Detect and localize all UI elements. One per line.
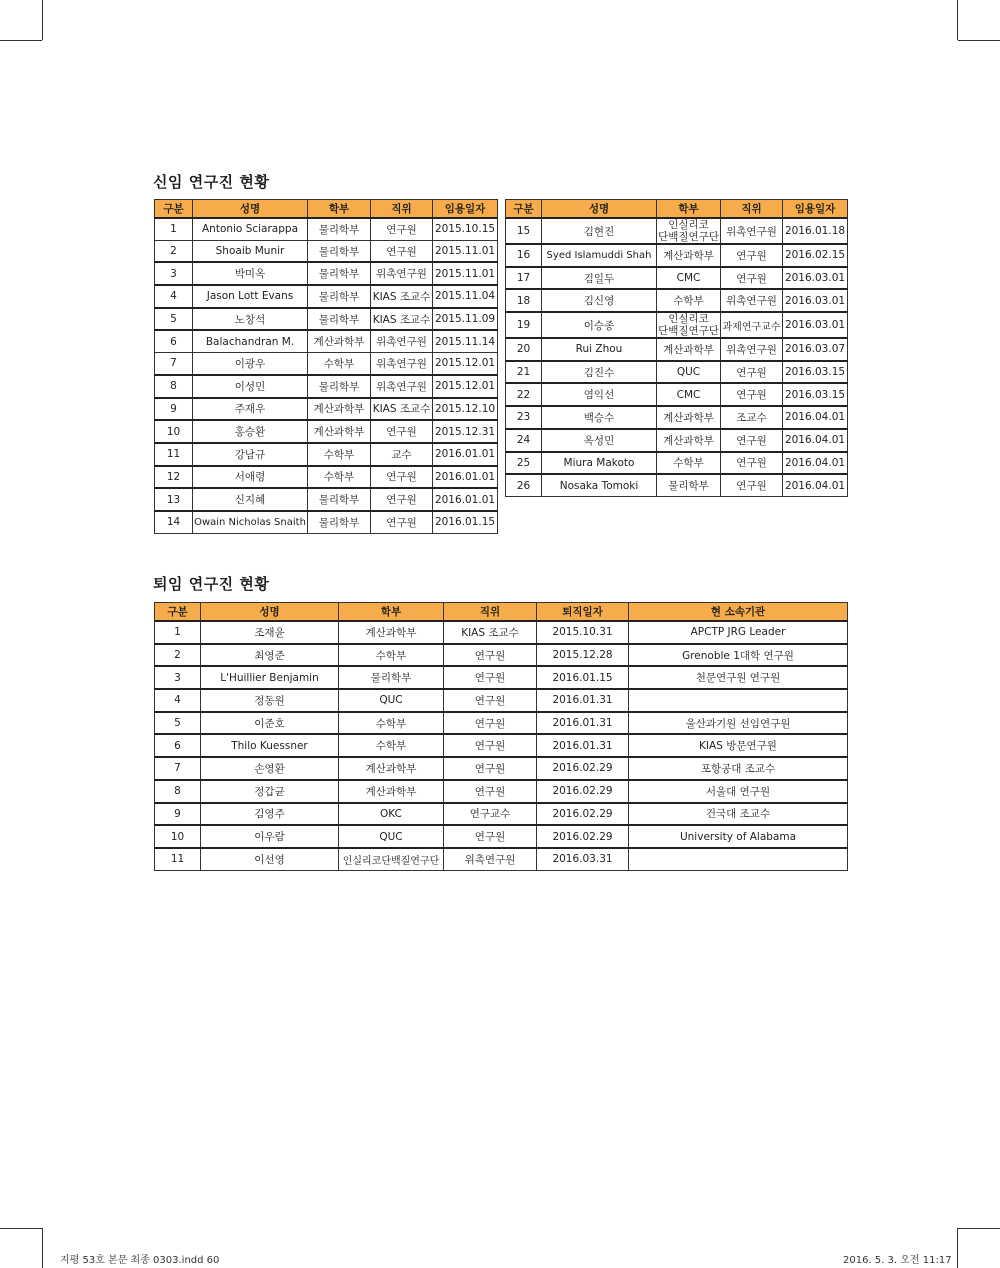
cell-position: 연구원 — [371, 511, 433, 533]
cell-name: 주재우 — [193, 398, 308, 421]
header-position: 직위 — [444, 603, 537, 622]
cell-position: 위촉연구원 — [371, 330, 433, 352]
cell-dept: QUC — [339, 689, 444, 712]
cell-no: 13 — [155, 488, 193, 511]
cell-name: 강남규 — [193, 443, 308, 466]
cell-name: Shoaib Munir — [193, 240, 308, 262]
cell-no: 3 — [155, 262, 193, 285]
retired-researchers-table — [154, 602, 848, 871]
cell-dept-line2: 단백질연구단 — [658, 325, 719, 338]
table-row — [155, 262, 498, 285]
cell-name: 김영주 — [201, 803, 339, 826]
cell-dept: 계산과학부 — [657, 244, 721, 267]
cell-dept: 수학부 — [308, 443, 371, 466]
cell-name: 김일두 — [542, 267, 657, 290]
cell-date: 2015.10.31 — [537, 621, 629, 644]
cell-dept: 계산과학부 — [339, 780, 444, 803]
cell-date: 2016.01.31 — [537, 734, 629, 757]
cell-date: 2016.03.01 — [783, 267, 848, 290]
table-row — [506, 338, 848, 361]
cell-position: 위촉연구원 — [721, 218, 783, 244]
cell-date: 2015.12.01 — [433, 353, 498, 375]
table-row — [155, 780, 848, 803]
cell-dept: 물리학부 — [308, 511, 371, 533]
cell-position: KIAS 조교수 — [444, 621, 537, 644]
cell-no: 2 — [155, 644, 201, 667]
cell-name: 정동원 — [201, 689, 339, 712]
cell-dept: 계산과학부 — [657, 406, 721, 429]
cell-position: 연구원 — [721, 452, 783, 475]
cell-affiliation: KIAS 방문연구원 — [629, 734, 848, 757]
cell-date: 2016.04.01 — [783, 452, 848, 475]
cell-dept: 계산과학부 — [339, 621, 444, 644]
table-row — [155, 803, 848, 826]
cell-no: 11 — [155, 443, 193, 466]
header-date: 임용일자 — [783, 200, 848, 219]
cell-position: KIAS 조교수 — [371, 308, 433, 331]
cell-name: 최영준 — [201, 644, 339, 667]
cell-name: Antonio Sciarappa — [193, 218, 308, 240]
crop-mark — [958, 1228, 1000, 1229]
cell-name: 백승수 — [542, 406, 657, 429]
table-row — [155, 398, 498, 421]
table-row — [155, 848, 848, 870]
cell-no: 11 — [155, 848, 201, 870]
table-row — [506, 267, 848, 290]
cell-no: 21 — [506, 361, 542, 384]
cell-position: 연구원 — [371, 420, 433, 443]
cell-no: 7 — [155, 353, 193, 375]
cell-position: 연구원 — [444, 825, 537, 848]
cell-no: 1 — [155, 621, 201, 644]
cell-affiliation: Grenoble 1대학 연구원 — [629, 644, 848, 667]
new-researchers-title: 신임 연구진 현황 — [153, 173, 270, 191]
cell-no: 18 — [506, 289, 542, 312]
header-date: 임용일자 — [433, 200, 498, 219]
cell-position: KIAS 조교수 — [371, 398, 433, 421]
cell-name: Jason Lott Evans — [193, 285, 308, 308]
cell-dept: 물리학부 — [339, 666, 444, 689]
cell-no: 3 — [155, 666, 201, 689]
cell-date: 2016.01.15 — [537, 666, 629, 689]
cell-no: 14 — [155, 511, 193, 533]
cell-no: 9 — [155, 803, 201, 826]
cell-date: 2015.12.10 — [433, 398, 498, 421]
cell-position: 연구원 — [721, 267, 783, 290]
header-retire-date: 퇴직일자 — [537, 603, 629, 622]
cell-date: 2016.03.01 — [783, 312, 848, 338]
table-row — [155, 666, 848, 689]
cell-name: 염익선 — [542, 383, 657, 406]
cell-date: 2016.02.29 — [537, 803, 629, 826]
cell-date: 2016.04.01 — [783, 474, 848, 496]
cell-no: 16 — [506, 244, 542, 267]
cell-name: 옥성민 — [542, 429, 657, 452]
crop-mark — [42, 1228, 43, 1268]
cell-name: 노창석 — [193, 308, 308, 331]
cell-date: 2015.12.28 — [537, 644, 629, 667]
new-researchers-table-left — [154, 199, 498, 534]
table-row — [506, 452, 848, 475]
cell-position: 연구원 — [721, 361, 783, 384]
cell-no: 8 — [155, 780, 201, 803]
cell-no: 5 — [155, 712, 201, 735]
cell-dept: OKC — [339, 803, 444, 826]
cell-date: 2015.12.01 — [433, 375, 498, 398]
cell-position: 연구원 — [371, 218, 433, 240]
cell-no: 20 — [506, 338, 542, 361]
cell-date: 2016.03.07 — [783, 338, 848, 361]
cell-dept: 물리학부 — [308, 218, 371, 240]
cell-no: 15 — [506, 218, 542, 244]
cell-position: 연구원 — [444, 666, 537, 689]
cell-position: 연구원 — [721, 474, 783, 496]
table-row — [506, 361, 848, 384]
retired-researchers-title: 퇴임 연구진 현황 — [153, 575, 270, 593]
cell-no: 10 — [155, 420, 193, 443]
cell-dept: 물리학부 — [308, 308, 371, 331]
header-current-affiliation: 현 소속기관 — [629, 603, 848, 622]
cell-no: 1 — [155, 218, 193, 240]
cell-name: 이준호 — [201, 712, 339, 735]
cell-position: 연구원 — [444, 689, 537, 712]
cell-date: 2016.03.15 — [783, 383, 848, 406]
cell-no: 5 — [155, 308, 193, 331]
cell-name: Syed Islamuddi Shah — [542, 244, 657, 267]
cell-dept-line1: 인실리코 — [668, 313, 709, 326]
table-row — [155, 466, 498, 489]
table-row — [155, 621, 848, 644]
cell-name: 김신영 — [542, 289, 657, 312]
cell-dept: 계산과학부 — [657, 429, 721, 452]
cell-date: 2015.11.01 — [433, 240, 498, 262]
cell-affiliation — [629, 689, 848, 712]
cell-position: 교수 — [371, 443, 433, 466]
header-no: 구분 — [506, 200, 542, 219]
cell-date: 2016.03.31 — [537, 848, 629, 870]
table-row — [155, 488, 498, 511]
new-researchers-table-right — [505, 199, 848, 497]
cell-no: 4 — [155, 689, 201, 712]
footer-timestamp: 2016. 5. 3. 오전 11:17 — [843, 1255, 952, 1266]
table-row — [155, 443, 498, 466]
header-no: 구분 — [155, 603, 201, 622]
cell-date: 2016.04.01 — [783, 429, 848, 452]
cell-date: 2016.02.29 — [537, 757, 629, 780]
cell-position: 연구원 — [444, 644, 537, 667]
cell-name: 이승종 — [542, 312, 657, 338]
cell-dept: 계산과학부 — [339, 757, 444, 780]
cell-dept: QUC — [339, 825, 444, 848]
cell-name: 이성민 — [193, 375, 308, 398]
cell-name: 홍승환 — [193, 420, 308, 443]
header-name: 성명 — [201, 603, 339, 622]
table-row — [506, 474, 848, 496]
cell-position: 연구원 — [444, 780, 537, 803]
cell-no: 17 — [506, 267, 542, 290]
cell-date: 2015.11.04 — [433, 285, 498, 308]
cell-position: 과제연구교수 — [721, 312, 783, 338]
cell-date: 2016.04.01 — [783, 406, 848, 429]
cell-date: 2015.11.01 — [433, 262, 498, 285]
cell-name: 이우람 — [201, 825, 339, 848]
cell-date: 2016.01.31 — [537, 689, 629, 712]
crop-mark — [957, 0, 958, 40]
table-row — [155, 420, 498, 443]
cell-dept: 계산과학부 — [308, 330, 371, 352]
table-row — [155, 330, 498, 352]
cell-name: Balachandran M. — [193, 330, 308, 352]
cell-dept: 물리학부 — [308, 240, 371, 262]
cell-position: 연구원 — [721, 429, 783, 452]
table-row — [155, 218, 498, 240]
cell-name: 김현진 — [542, 218, 657, 244]
cell-name: L'Huillier Benjamin — [201, 666, 339, 689]
cell-no: 23 — [506, 406, 542, 429]
cell-name: 김진수 — [542, 361, 657, 384]
cell-dept: 수학부 — [308, 466, 371, 489]
cell-position: KIAS 조교수 — [371, 285, 433, 308]
cell-no: 7 — [155, 757, 201, 780]
crop-mark — [0, 40, 42, 41]
table-row — [155, 511, 498, 533]
table-row — [155, 689, 848, 712]
table-row — [155, 375, 498, 398]
cell-name: 박미옥 — [193, 262, 308, 285]
header-name: 성명 — [193, 200, 308, 219]
cell-date: 2016.02.29 — [537, 825, 629, 848]
cell-position: 위촉연구원 — [721, 289, 783, 312]
cell-date: 2015.12.31 — [433, 420, 498, 443]
table-row — [506, 406, 848, 429]
cell-affiliation: APCTP JRG Leader — [629, 621, 848, 644]
cell-no: 10 — [155, 825, 201, 848]
cell-name: Miura Makoto — [542, 452, 657, 475]
table-row — [506, 383, 848, 406]
cell-no: 25 — [506, 452, 542, 475]
cell-dept: 수학부 — [308, 353, 371, 375]
cell-no: 4 — [155, 285, 193, 308]
cell-dept: 물리학부 — [657, 474, 721, 496]
table-header-row — [155, 603, 848, 622]
cell-no: 24 — [506, 429, 542, 452]
cell-no: 8 — [155, 375, 193, 398]
header-dept: 학부 — [339, 603, 444, 622]
cell-date: 2016.01.01 — [433, 488, 498, 511]
cell-position: 위촉연구원 — [444, 848, 537, 870]
table-row — [155, 757, 848, 780]
cell-name: 이선영 — [201, 848, 339, 870]
cell-dept: 수학부 — [657, 452, 721, 475]
table-row — [155, 285, 498, 308]
cell-name: 신지혜 — [193, 488, 308, 511]
cell-affiliation: 포항공대 조교수 — [629, 757, 848, 780]
cell-name: Owain Nicholas Snaith — [193, 511, 308, 533]
cell-dept: CMC — [657, 267, 721, 290]
header-dept: 학부 — [657, 200, 721, 219]
cell-position: 연구원 — [371, 488, 433, 511]
cell-name: Nosaka Tomoki — [542, 474, 657, 496]
cell-no: 26 — [506, 474, 542, 496]
cell-no: 9 — [155, 398, 193, 421]
cell-dept: 계산과학부 — [308, 420, 371, 443]
cell-position: 위촉연구원 — [371, 353, 433, 375]
cell-dept: 수학부 — [339, 712, 444, 735]
cell-no: 22 — [506, 383, 542, 406]
cell-dept — [657, 218, 721, 244]
table-row — [155, 308, 498, 331]
header-dept: 학부 — [308, 200, 371, 219]
cell-affiliation: 울산과기원 선임연구원 — [629, 712, 848, 735]
cell-date: 2016.03.15 — [783, 361, 848, 384]
cell-position: 연구원 — [444, 712, 537, 735]
cell-position: 연구원 — [371, 466, 433, 489]
cell-date: 2016.01.01 — [433, 466, 498, 489]
cell-position: 연구원 — [444, 757, 537, 780]
cell-name: 조재윤 — [201, 621, 339, 644]
cell-date: 2016.01.31 — [537, 712, 629, 735]
header-name: 성명 — [542, 200, 657, 219]
cell-dept: 수학부 — [339, 644, 444, 667]
header-position: 직위 — [371, 200, 433, 219]
crop-mark — [42, 0, 43, 40]
cell-dept: 물리학부 — [308, 375, 371, 398]
cell-date: 2016.02.15 — [783, 244, 848, 267]
cell-date: 2016.01.15 — [433, 511, 498, 533]
cell-name: 이광우 — [193, 353, 308, 375]
cell-date: 2015.10.15 — [433, 218, 498, 240]
cell-date: 2016.01.18 — [783, 218, 848, 244]
cell-no: 6 — [155, 330, 193, 352]
cell-name: 서애령 — [193, 466, 308, 489]
cell-dept: 물리학부 — [308, 285, 371, 308]
crop-mark — [0, 1228, 42, 1229]
cell-name: 정갑균 — [201, 780, 339, 803]
table-row — [155, 240, 498, 262]
cell-affiliation — [629, 848, 848, 870]
cell-date: 2016.02.29 — [537, 780, 629, 803]
cell-dept: 물리학부 — [308, 262, 371, 285]
cell-dept: 물리학부 — [308, 488, 371, 511]
cell-dept: CMC — [657, 383, 721, 406]
table-row — [155, 734, 848, 757]
table-header-row — [155, 200, 498, 219]
cell-no: 19 — [506, 312, 542, 338]
cell-no: 2 — [155, 240, 193, 262]
table-row — [155, 353, 498, 375]
table-row — [506, 429, 848, 452]
cell-dept: QUC — [657, 361, 721, 384]
table-header-row — [506, 200, 848, 219]
footer-file-info: 지평 53호 본문 최종 0303.indd 60 — [60, 1255, 220, 1266]
cell-no: 12 — [155, 466, 193, 489]
table-row — [506, 244, 848, 267]
cell-affiliation: 서울대 연구원 — [629, 780, 848, 803]
table-row — [155, 712, 848, 735]
table-row — [506, 289, 848, 312]
cell-affiliation: 천문연구원 연구원 — [629, 666, 848, 689]
cell-position: 위촉연구원 — [371, 375, 433, 398]
cell-position: 조교수 — [721, 406, 783, 429]
cell-date: 2016.03.01 — [783, 289, 848, 312]
cell-no: 6 — [155, 734, 201, 757]
cell-dept: 계산과학부 — [308, 398, 371, 421]
cell-dept: 수학부 — [657, 289, 721, 312]
table-row — [155, 644, 848, 667]
header-position: 직위 — [721, 200, 783, 219]
cell-dept: 인실리코단백질연구단 — [339, 848, 444, 870]
cell-date: 2015.11.09 — [433, 308, 498, 331]
cell-affiliation: 건국대 조교수 — [629, 803, 848, 826]
cell-position: 연구원 — [721, 244, 783, 267]
cell-date: 2016.01.01 — [433, 443, 498, 466]
cell-date: 2015.11.14 — [433, 330, 498, 352]
cell-position: 연구원 — [444, 734, 537, 757]
cell-name: 손영환 — [201, 757, 339, 780]
cell-position: 위촉연구원 — [721, 338, 783, 361]
crop-mark — [958, 40, 1000, 41]
crop-mark — [957, 1228, 958, 1268]
header-no: 구분 — [155, 200, 193, 219]
cell-dept: 수학부 — [339, 734, 444, 757]
cell-position: 위촉연구원 — [371, 262, 433, 285]
cell-affiliation: University of Alabama — [629, 825, 848, 848]
cell-dept-line1: 인실리코 — [668, 219, 709, 231]
cell-position: 연구교수 — [444, 803, 537, 826]
cell-position: 연구원 — [721, 383, 783, 406]
cell-dept — [657, 312, 721, 338]
cell-dept: 계산과학부 — [657, 338, 721, 361]
cell-position: 연구원 — [371, 240, 433, 262]
cell-name: Rui Zhou — [542, 338, 657, 361]
table-row — [155, 825, 848, 848]
cell-name: Thilo Kuessner — [201, 734, 339, 757]
cell-dept-line2: 단백질연구단 — [658, 231, 719, 243]
